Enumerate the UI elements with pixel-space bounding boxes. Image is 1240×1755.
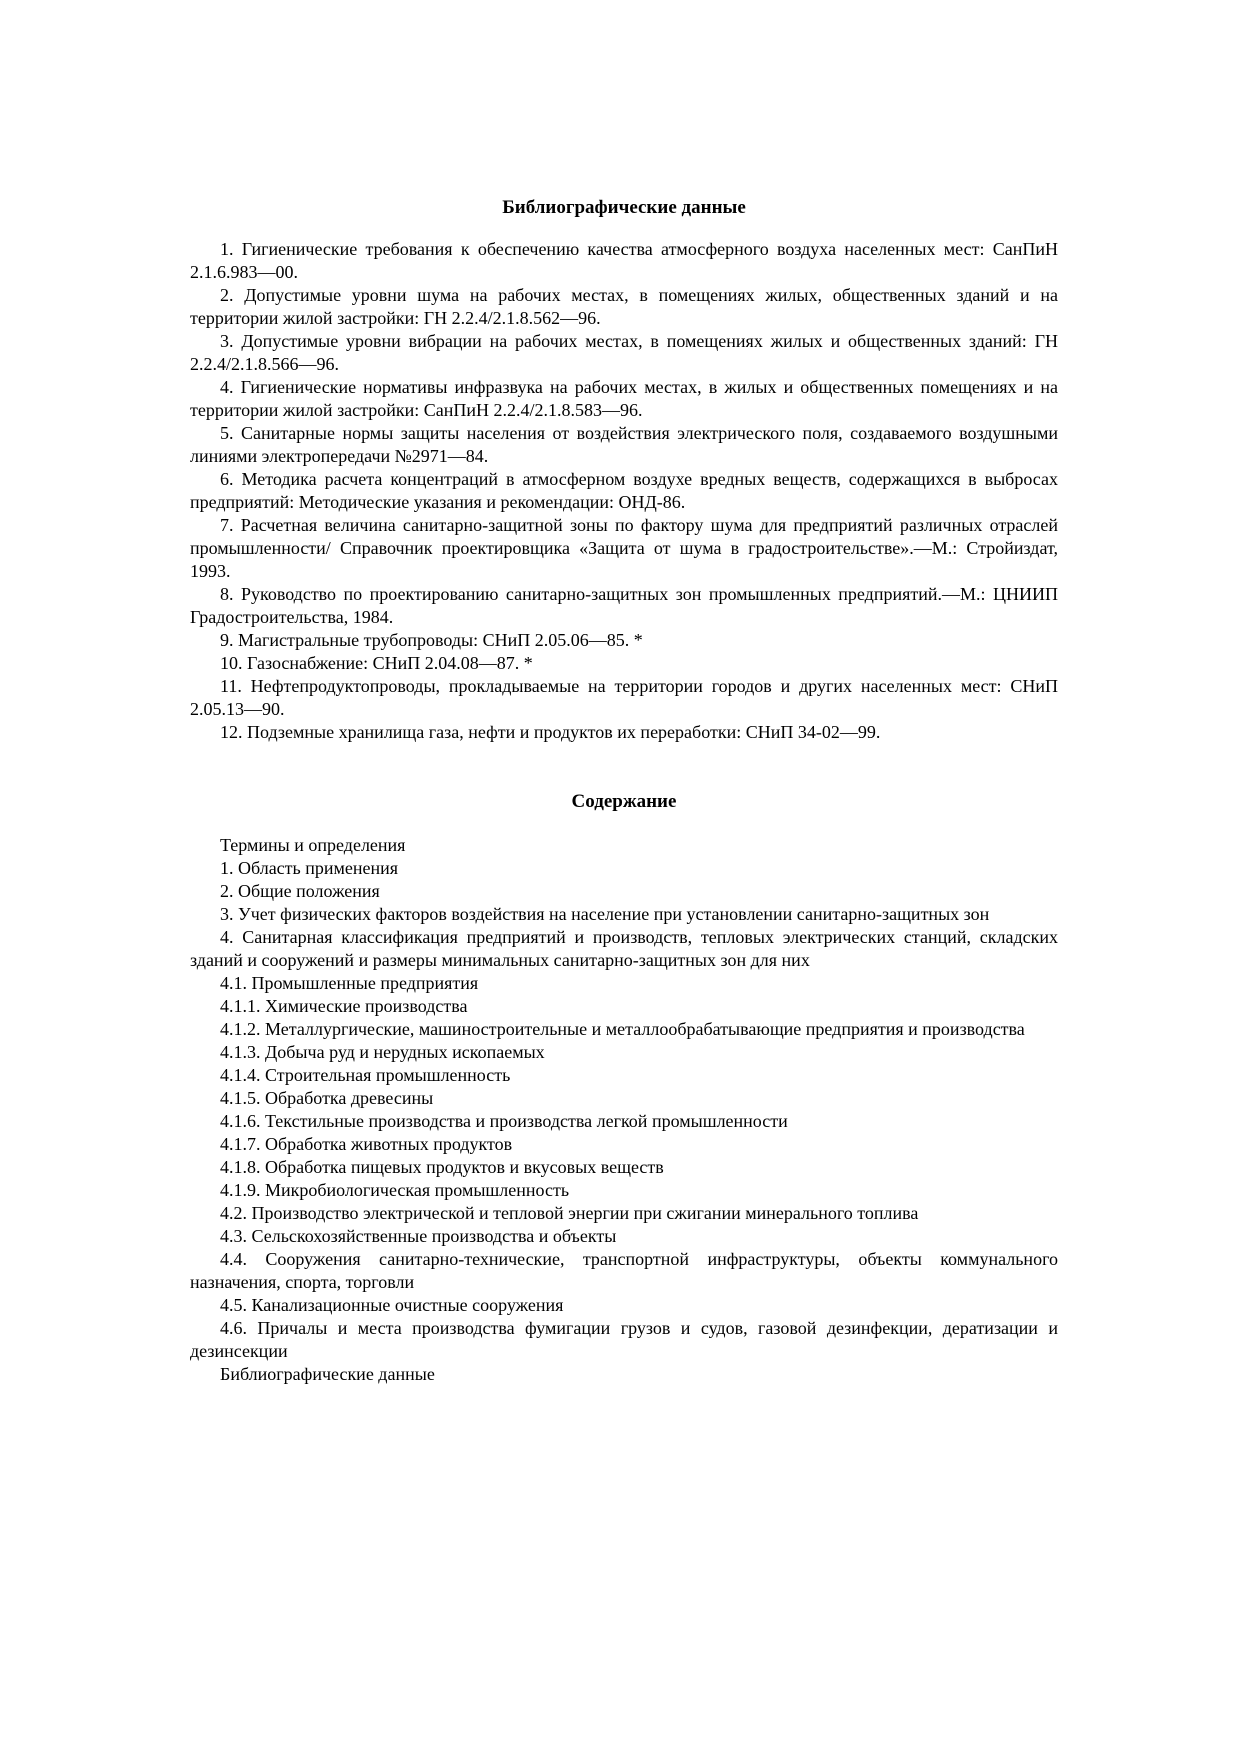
contents-item: 4.1.4. Строительная промышленность [220,1065,511,1085]
contents-item: 4.4. Сооружения санитарно-технические, транспортной инфраструктуры, объекты коммунального назначения, спорта, торговли [190,1249,1058,1292]
contents-item: Библиографические данные [220,1364,435,1384]
bibliography-item: 2. Допустимые уровни шума на рабочих местах, в помещениях жилых, общественных зданий и на территории жилой застройки: ГН 2.2.4/2.1.8.562—96. [190,285,1058,328]
contents-item: 4.6. Причалы и места производства фумигации грузов и судов, газовой дезинфекции, дератизации и дезинсекции [190,1318,1058,1361]
contents-item: 4.1.8. Обработка пищевых продуктов и вкусовых веществ [220,1157,664,1177]
bibliography-item: 12. Подземные хранилища газа, нефти и продуктов их переработки: СНиП 34-02—99. [220,722,881,742]
bibliography-list [190,238,1058,744]
bibliography-item: 5. Санитарные нормы защиты населения от воздействия электрического поля, создаваемого воздушными линиями электропередачи №2971—84. [190,423,1058,466]
contents-item: 4.1. Промышленные предприятия [220,973,479,993]
contents-item: 4.1.1. Химические производства [220,996,468,1016]
contents-item: 4.1.6. Текстильные производства и производства легкой промышленности [220,1111,788,1131]
contents-list [190,834,1058,1386]
contents-item: 4.1.7. Обработка животных продуктов [220,1134,513,1154]
contents-item: 4.5. Канализационные очистные сооружения [220,1295,564,1315]
contents-item: 4.3. Сельскохозяйственные производства и объекты [220,1226,617,1246]
bibliography-item: 3. Допустимые уровни вибрации на рабочих местах, в помещениях жилых и общественных зданий: ГН 2.2.4/2.1.8.566—96. [190,331,1058,374]
contents-title: Содержание [571,791,677,812]
bibliography-item: 4. Гигиенические нормативы инфразвука на рабочих местах, в жилых и общественных помещениях и на территории жилой застройки: СанПиН 2.2.4/2.1.8.583—96. [190,377,1058,420]
contents-item: 4.1.2. Металлургические, машиностроительные и металлообрабатывающие предприятия и производства [220,1019,1025,1039]
contents-item: 1. Область применения [220,858,399,878]
contents-item: 2. Общие положения [220,881,380,901]
contents-item: 4.1.9. Микробиологическая промышленность [220,1180,570,1200]
bibliography-item: 7. Расчетная величина санитарно-защитной зоны по фактору шума для предприятий различных отраслей промышленности/ Справочник проектировщика «Защита от шума в градостроительстве».—М.: Стройиздат, 1993. [190,515,1058,581]
contents-item: Термины и определения [220,835,406,855]
bibliography-item: 11. Нефтепродуктопроводы, прокладываемые на территории городов и других населенных мест: СНиП 2.05.13—90. [190,676,1058,719]
contents-item: 4.1.3. Добыча руд и нерудных ископаемых [220,1042,545,1062]
bibliography-item: 1. Гигиенические требования к обеспечению качества атмосферного воздуха населенных мест: СанПиН 2.1.6.983—00. [190,239,1058,282]
contents-item: 4.1.5. Обработка древесины [220,1088,434,1108]
bibliography-item: 6. Методика расчета концентраций в атмосферном воздухе вредных веществ, содержащихся в выбросах предприятий: Методические указания и рекомендации: ОНД-86. [190,469,1058,512]
contents-item: 4.2. Производство электрической и тепловой энергии при сжигании минерального топлива [220,1203,919,1223]
bibliography-title: Библиографические данные [502,197,746,218]
bibliography-item: 10. Газоснабжение: СНиП 2.04.08—87. * [220,653,533,673]
contents-item: 4. Санитарная классификация предприятий и производств, тепловых электрических станций, складских зданий и сооружений и размеры минимальных санитарно-защитных зон для них [190,927,1058,970]
bibliography-item: 9. Магистральные трубопроводы: СНиП 2.05.06—85. * [220,630,643,650]
contents-item: 3. Учет физических факторов воздействия на население при установлении санитарно-защитных зон [220,904,990,924]
document-page [190,196,1058,1386]
bibliography-item: 8. Руководство по проектированию санитарно-защитных зон промышленных предприятий.—М.: ЦНИИП Градостроительства, 1984. [190,584,1058,627]
